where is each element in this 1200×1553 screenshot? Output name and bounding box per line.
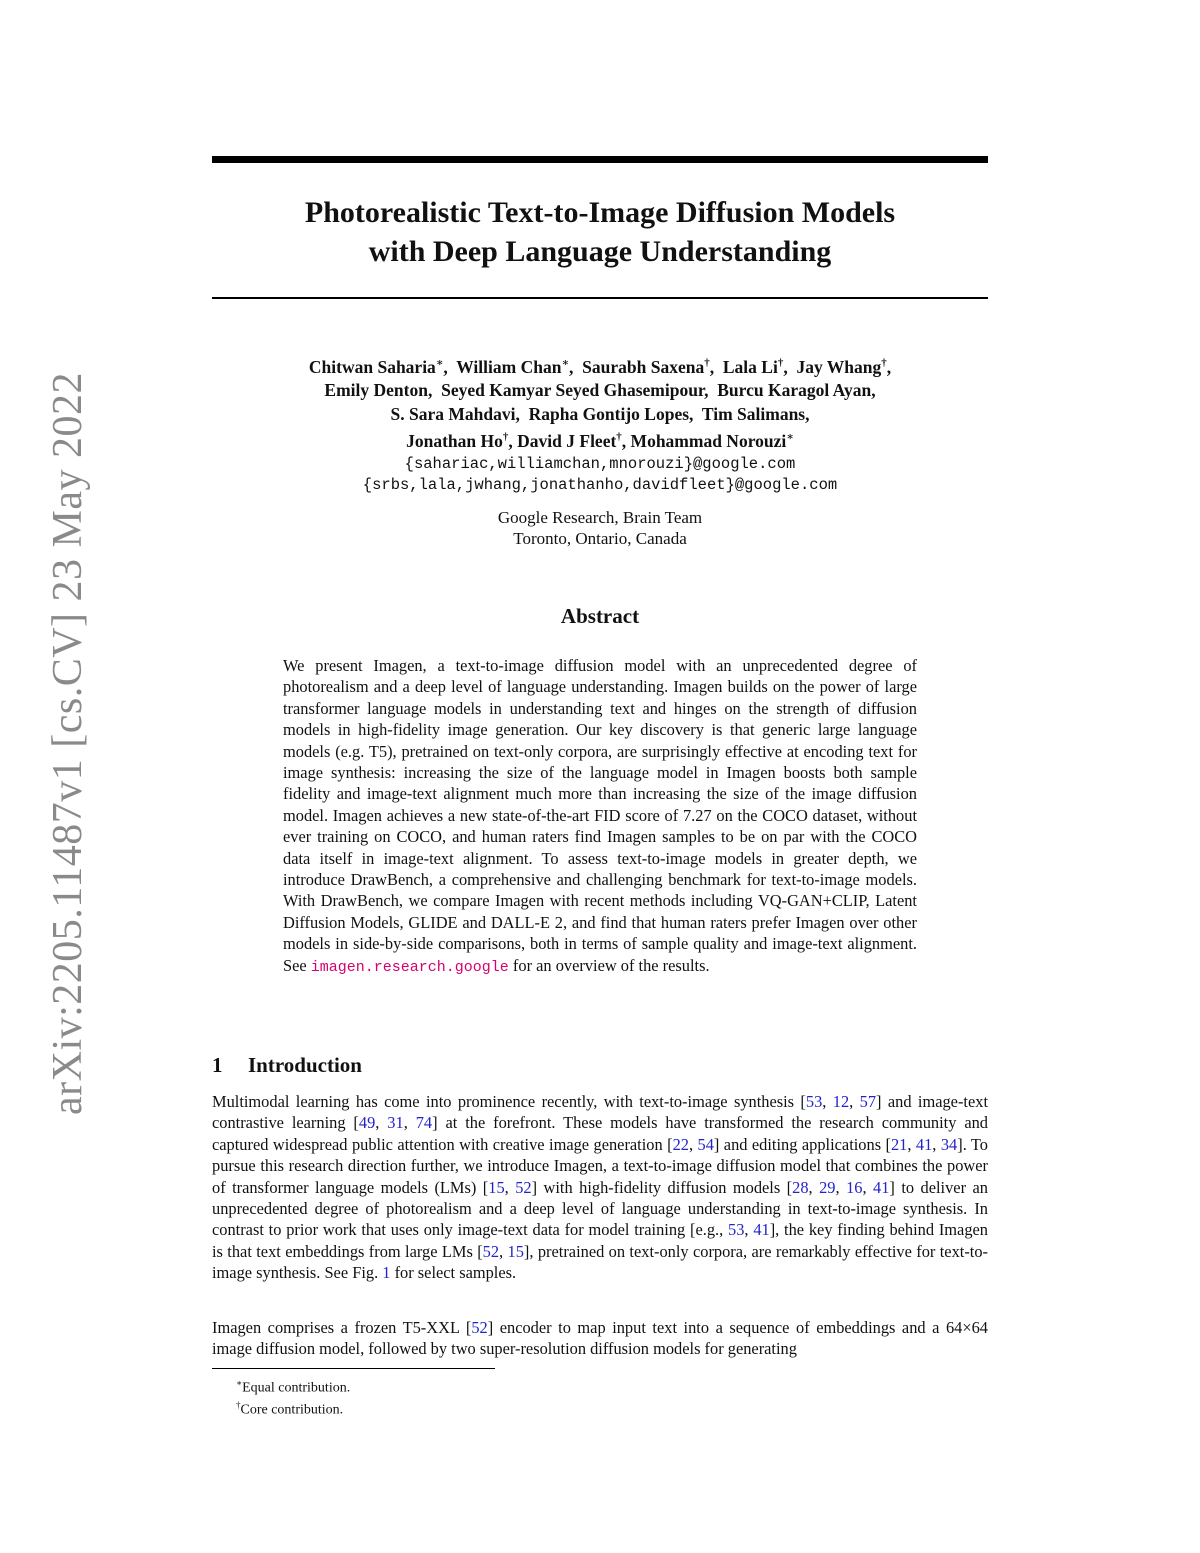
author-separator: , (871, 380, 876, 401)
paragraph-text: ] and editing applications [ (713, 1134, 891, 1154)
citation-link[interactable]: 53 (805, 1092, 823, 1111)
affiliation (212, 507, 988, 549)
author-separator: , (805, 403, 810, 424)
title-line-2: with Deep Language Understanding (368, 235, 832, 268)
top-title-rule (212, 156, 988, 163)
author-name: S. Sara Mahdavi (390, 403, 516, 424)
footnote-mark: ∗ (236, 1378, 243, 1388)
author-name: Jonathan Ho (406, 431, 503, 452)
paragraph-text: , (403, 1113, 416, 1133)
paragraph-text: , (375, 1113, 388, 1133)
author-line (212, 352, 988, 379)
author-name: Seyed Kamyar Seyed Ghasemipour (441, 380, 705, 401)
author-name: Jay Whang (796, 356, 882, 377)
author-affiliation-mark: † (881, 357, 887, 369)
citation-link[interactable]: 52 (515, 1177, 532, 1197)
citation-link[interactable]: 15 (488, 1177, 505, 1197)
author-name: Lala Li (722, 356, 778, 377)
paragraph-text: , (822, 1092, 833, 1111)
citation-link[interactable]: 34 (940, 1134, 958, 1154)
abstract-body (283, 655, 917, 978)
author-separator: , (427, 380, 442, 401)
citation-link[interactable]: 41 (915, 1134, 933, 1154)
author-separator: , (783, 356, 797, 377)
author-list (212, 352, 988, 454)
citation-link[interactable]: 53 (728, 1220, 745, 1240)
paragraph-text: ], pretrained on text-only corpora, are remarkably effective for text-to-image synthesis. See Fig. (212, 1241, 988, 1283)
intro-paragraph-1 (212, 1091, 988, 1284)
author-separator: , (569, 356, 583, 377)
author-separator: , (621, 431, 631, 452)
author-line (212, 403, 988, 427)
author-affiliation-mark: ∗ (786, 431, 794, 444)
author-affiliation-mark: ∗ (435, 357, 444, 369)
paragraph-text: , (907, 1134, 916, 1154)
footnote-core-contribution (236, 1396, 343, 1420)
citation-link[interactable]: 29 (819, 1177, 836, 1197)
paragraph-text: ] with high-fidelity diffusion models [ (531, 1177, 793, 1197)
paper-title (212, 193, 988, 271)
footnote-equal-contribution (236, 1374, 350, 1398)
abstract-tail: for an overview of the results. (508, 955, 710, 975)
author-name: Emily Denton (324, 380, 428, 401)
paragraph-text: , (499, 1241, 508, 1261)
author-separator: , (689, 403, 702, 424)
title-line-1: Photorealistic Text-to-Image Diffusion Models (304, 196, 896, 229)
author-affiliation-mark: † (704, 357, 710, 369)
paragraph-text: , (808, 1177, 820, 1197)
author-line (212, 379, 988, 403)
paragraph-text: , (688, 1134, 698, 1154)
citation-link[interactable]: 28 (792, 1177, 809, 1197)
author-separator: , (709, 356, 723, 377)
paragraph-text: , (744, 1220, 754, 1240)
footnote-text: Core contribution. (240, 1402, 344, 1418)
affiliation-line-2: Toronto, Ontario, Canada (513, 529, 687, 548)
paragraph-text: ] at the forefront. These models have transformed the research community and captured widespread public attention with creative image generation [ (212, 1113, 989, 1154)
project-url-link[interactable]: imagen.research.google (310, 958, 509, 976)
author-name: William Chan (456, 356, 562, 377)
author-separator: , (515, 403, 529, 424)
author-affiliation-mark: † (502, 431, 509, 444)
author-separator: , (886, 356, 892, 377)
citation-link[interactable]: 49 (358, 1113, 376, 1133)
paragraph-text: ], the key finding behind Imagen is that text embeddings from large LMs [ (212, 1220, 988, 1261)
paragraph-text: Multimodal learning has come into prominence recently, with text-to-image synthesis [ (212, 1092, 806, 1111)
author-affiliation-mark: † (777, 357, 784, 369)
intro-paragraph-2 (212, 1317, 988, 1360)
citation-link[interactable]: 41 (873, 1177, 890, 1197)
paragraph-text: ]. To pursue this research direction further, we introduce Imagen, a text-to-image diffusion model that combines the power of transformer language models (LMs) [ (212, 1134, 988, 1197)
author-affiliation-mark: † (616, 431, 622, 444)
email-line-1: {sahariac,williamchan,mnorouzi}@google.com (404, 455, 796, 473)
citation-link[interactable]: 74 (415, 1113, 433, 1133)
paragraph-text: , (835, 1177, 847, 1197)
citation-link[interactable]: 1 (382, 1263, 391, 1283)
arxiv-identifier-stamp: arXiv:2205.11487v1 [cs.CV] 23 May 2022 (45, 371, 91, 1115)
citation-link[interactable]: 21 (890, 1134, 908, 1154)
citation-link[interactable]: 41 (753, 1220, 770, 1240)
citation-link[interactable]: 16 (846, 1177, 863, 1197)
paragraph-text: , (504, 1177, 516, 1197)
author-separator: , (443, 356, 457, 377)
citation-link[interactable]: 57 (859, 1092, 877, 1111)
author-name: Chitwan Saharia (308, 356, 436, 377)
citation-link[interactable]: 52 (482, 1241, 500, 1261)
citation-link[interactable]: 31 (387, 1113, 404, 1133)
author-separator: , (508, 431, 518, 452)
author-name: Rapha Gontijo Lopes (528, 403, 690, 424)
author-separator: , (704, 380, 718, 401)
email-line-2: {srbs,lala,jwhang,jonathanho,davidfleet}@google.com (362, 476, 838, 494)
author-name: Mohammad Norouzi (630, 431, 787, 452)
paragraph-text: ] to deliver an unprecedented degree of photorealism and a deep level of language understanding in text-to-image synthesis. In contrast to prior work that uses only image-text data for model training [e.g., (212, 1177, 988, 1240)
author-affiliation-mark: ∗ (561, 357, 570, 369)
citation-link[interactable]: 54 (697, 1134, 714, 1154)
author-name: Burcu Karagol Ayan (717, 380, 872, 401)
citation-link[interactable]: 12 (832, 1092, 850, 1111)
citation-link[interactable]: 22 (672, 1134, 689, 1154)
author-emails (212, 454, 988, 496)
section-title: Introduction (248, 1053, 362, 1077)
author-name: David J Fleet (517, 431, 617, 452)
bottom-title-rule (212, 297, 988, 299)
author-name: Saurabh Saxena (582, 356, 705, 377)
author-line (212, 426, 988, 453)
citation-link[interactable]: 52 (471, 1318, 488, 1337)
abstract-heading: Abstract (560, 604, 640, 628)
section-number: 1 (212, 1053, 223, 1077)
paragraph-text: Imagen comprises a frozen T5-XXL [ (212, 1318, 472, 1337)
paragraph-text: , (849, 1092, 860, 1111)
footnote-rule (212, 1368, 495, 1369)
author-name: Tim Salimans (701, 403, 806, 424)
footnote-mark: † (236, 1400, 241, 1410)
footnote-text: Equal contribution. (242, 1380, 351, 1396)
paragraph-text: , (932, 1134, 941, 1154)
citation-link[interactable]: 15 (507, 1241, 524, 1261)
section-heading-introduction (212, 1052, 362, 1078)
abstract-text: We present Imagen, a text-to-image diffusion model with an unprecedented degree of photorealism and a deep level of language understanding. Imagen builds on the power of large transformer language models in understanding text and hinges on the strength of diffusion models in high-fidelity image generation. Our key discovery is that generic large language models (e.g. T5), pretrained on text-only corpora, are surprisingly effective at encoding text for image synthesis: increasing the size of the language model in Imagen boosts both sample fidelity and image-text alignment much more than increasing the size of the image diffusion model. Imagen achieves a new state-of-the-art FID score of 7.27 on the COCO dataset, without ever training on COCO, and human raters find Imagen samples to be on par with the COCO data itself in image-text alignment. To assess text-to-image models in greater depth, we introduce DrawBench, a comprehensive and challenging benchmark for text-to-image models. With DrawBench, we compare Imagen with recent methods including VQ-GAN+CLIP, Latent Diffusion Models, GLIDE and DALL-E 2, and find that human raters prefer Imagen over other models in side-by-side comparisons, both in terms of sample quality and image-text alignment. See (283, 656, 917, 975)
paragraph-text: for select samples. (390, 1263, 517, 1283)
paragraph-text: ] encoder to map input text into a sequence of embeddings and a 64×64 image diffusion model, followed by two super-resolution diffusion models for generating (212, 1318, 988, 1359)
paragraph-text: , (862, 1177, 874, 1197)
affiliation-line-1: Google Research, Brain Team (497, 508, 703, 527)
paragraph-text: ] and image-text contrastive learning [ (212, 1092, 988, 1133)
